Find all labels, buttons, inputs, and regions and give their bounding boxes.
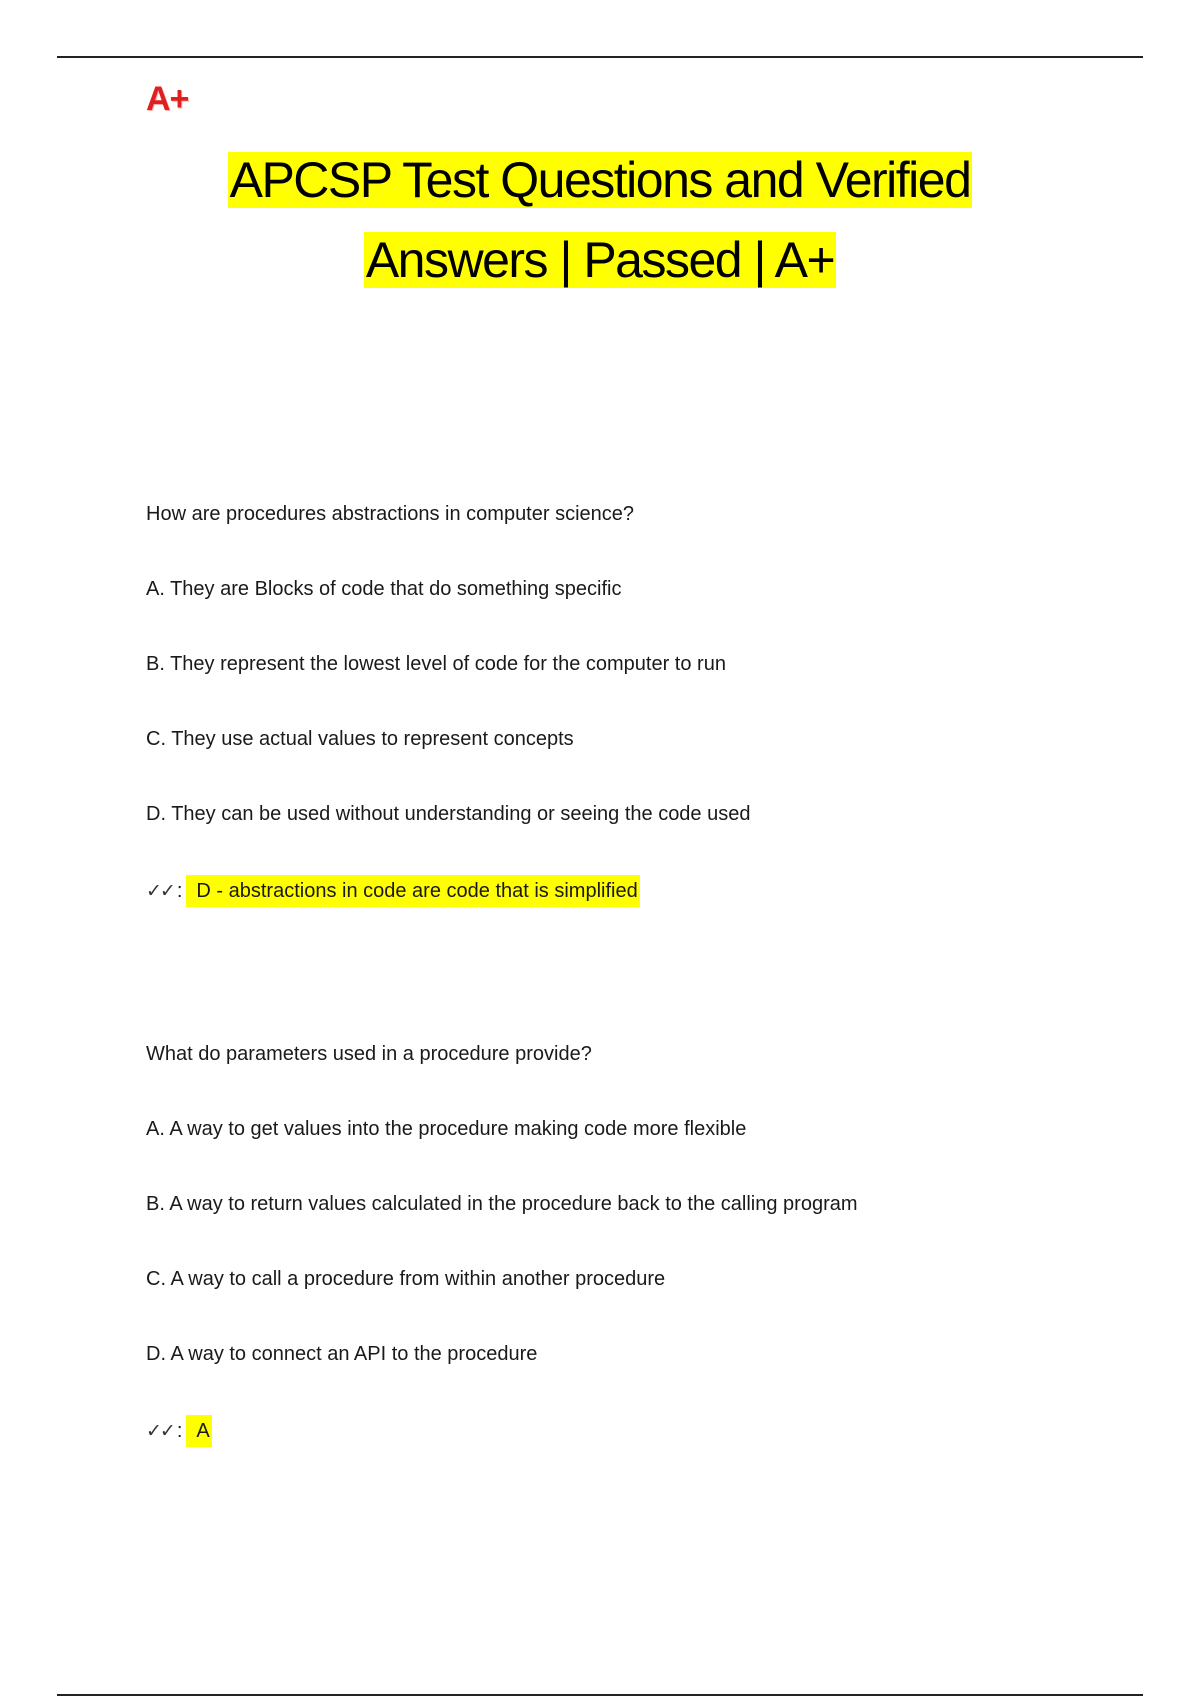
questions-list bbox=[146, 500, 1146, 1447]
option-b: B. They represent the lowest level of code for the computer to run bbox=[146, 653, 726, 675]
answer-separator: : bbox=[176, 1420, 183, 1442]
title-line-1: APCSP Test Questions and Verified bbox=[229, 152, 971, 208]
option-c: C. They use actual values to represent concepts bbox=[146, 728, 574, 750]
question-block-1 bbox=[146, 500, 1146, 907]
document-title bbox=[0, 140, 1200, 300]
answer-separator: : bbox=[176, 880, 183, 902]
option-a: A. A way to get values into the procedure making code more flexible bbox=[146, 1118, 747, 1140]
question-block-2 bbox=[146, 1040, 1146, 1447]
answer-row bbox=[146, 1415, 1146, 1447]
question-text: How are procedures abstractions in computer science? bbox=[146, 503, 635, 525]
top-rule bbox=[57, 56, 1143, 58]
answer-row bbox=[146, 875, 1146, 907]
option-c: C. A way to call a procedure from within another procedure bbox=[146, 1268, 666, 1290]
option-a: A. They are Blocks of code that do something specific bbox=[146, 578, 622, 600]
double-check-icon: ✓✓ bbox=[146, 1420, 174, 1442]
option-d: D. A way to connect an API to the procedure bbox=[146, 1343, 538, 1365]
question-text: What do parameters used in a procedure provide? bbox=[146, 1043, 592, 1065]
double-check-icon: ✓✓ bbox=[146, 880, 174, 902]
answer-text: D - abstractions in code are code that is simplified bbox=[186, 875, 639, 907]
bottom-rule bbox=[57, 1694, 1143, 1696]
answer-text: A bbox=[186, 1415, 211, 1447]
grade-badge: A+ bbox=[146, 80, 189, 118]
option-d: D. They can be used without understanding or seeing the code used bbox=[146, 803, 751, 825]
question-spacer bbox=[146, 907, 1146, 1040]
title-line-2: Answers | Passed | A+ bbox=[365, 232, 835, 288]
option-b: B. A way to return values calculated in the procedure back to the calling program bbox=[146, 1193, 858, 1215]
